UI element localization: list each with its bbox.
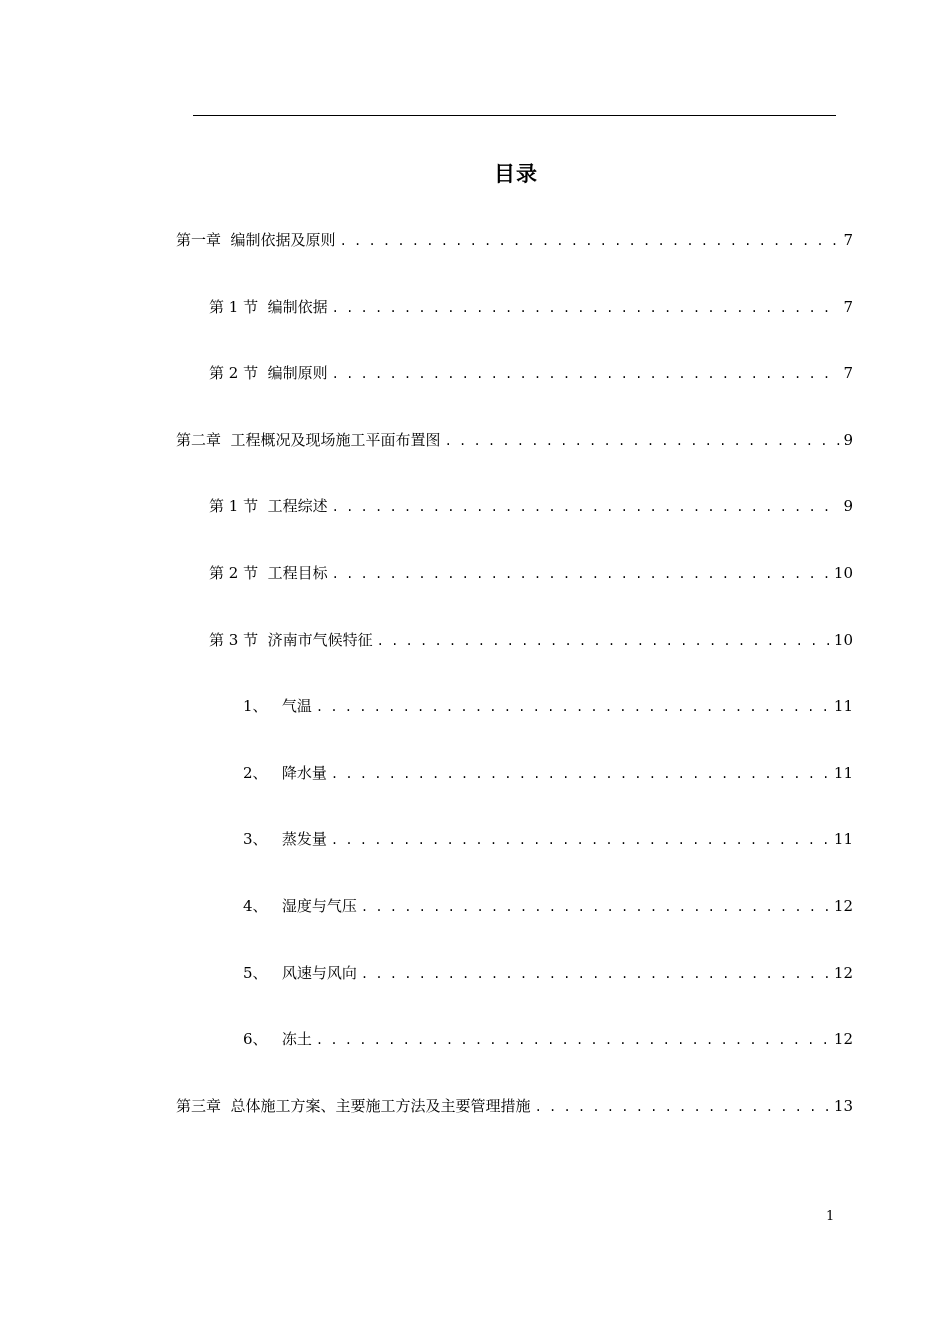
toc-entry-number: 第 2 节 xyxy=(209,364,268,382)
page-number: 1 xyxy=(826,1209,835,1224)
toc-entry-label: 冻土 xyxy=(281,1030,312,1048)
toc-entry-number: 4、 xyxy=(243,897,282,915)
toc-entry[interactable] xyxy=(176,429,853,451)
toc-entry[interactable] xyxy=(209,495,853,517)
toc-entry[interactable] xyxy=(209,562,853,584)
toc-title: 目录 xyxy=(494,162,538,186)
toc-leader-dots xyxy=(331,829,831,851)
toc-entry-label: 工程综述 xyxy=(267,497,328,515)
toc-entry-page: 7 xyxy=(843,298,853,316)
toc-entry-page: 11 xyxy=(833,697,853,715)
toc-entry[interactable] xyxy=(243,962,853,984)
toc-entry-label: 气温 xyxy=(281,697,312,715)
toc-entry-label: 风速与风向 xyxy=(281,964,357,982)
toc-entry-number: 5、 xyxy=(243,964,282,982)
toc-leader-dots xyxy=(332,496,841,518)
toc-entry-page: 7 xyxy=(843,364,853,382)
toc-entry-label: 编制依据及原则 xyxy=(230,231,336,249)
toc-entry-page: 10 xyxy=(833,631,853,649)
toc-entry[interactable] xyxy=(243,762,853,784)
toc-entry[interactable] xyxy=(209,629,853,651)
toc-entry-number: 3、 xyxy=(243,830,282,848)
toc-entry-page: 12 xyxy=(833,897,853,915)
toc-entry[interactable] xyxy=(243,695,853,717)
toc-entry-page: 12 xyxy=(833,964,853,982)
toc-leader-dots xyxy=(332,297,841,319)
toc-entry-label: 编制原则 xyxy=(267,364,328,382)
toc-leader-dots xyxy=(316,696,831,718)
toc-entry-label: 总体施工方案、主要施工方法及主要管理措施 xyxy=(230,1097,531,1115)
toc-leader-dots xyxy=(361,896,831,918)
toc-entry[interactable] xyxy=(243,1028,853,1050)
toc-leader-dots xyxy=(332,563,831,585)
toc-entry-label: 工程概况及现场施工平面布置图 xyxy=(230,431,441,449)
toc-entry-label: 济南市气候特征 xyxy=(267,631,373,649)
toc-entry-page: 13 xyxy=(833,1097,853,1115)
toc-entry-page: 11 xyxy=(833,830,853,848)
toc-entry[interactable] xyxy=(209,362,853,384)
toc-leader-dots xyxy=(331,763,831,785)
header-rule xyxy=(193,115,836,116)
toc-entry-page: 7 xyxy=(843,231,853,249)
toc-entry-number: 第 1 节 xyxy=(209,298,268,316)
toc-entry-label: 湿度与气压 xyxy=(281,897,357,915)
toc-entry-number: 第二章 xyxy=(176,431,231,449)
toc-entry-number: 第一章 xyxy=(176,231,231,249)
toc-entry-number: 1、 xyxy=(243,697,282,715)
toc-leader-dots xyxy=(377,630,831,652)
toc-leader-dots xyxy=(316,1029,831,1051)
toc-entry-page: 12 xyxy=(833,1030,853,1048)
toc-leader-dots xyxy=(535,1096,831,1118)
toc-leader-dots xyxy=(445,430,841,452)
toc-entry-number: 2、 xyxy=(243,764,282,782)
toc-entry[interactable] xyxy=(176,1095,853,1117)
toc-entry[interactable] xyxy=(243,828,853,850)
toc-entry-label: 工程目标 xyxy=(267,564,328,582)
toc-entry-label: 降水量 xyxy=(281,764,327,782)
toc-entry-page: 9 xyxy=(843,497,853,515)
toc-entry-label: 编制依据 xyxy=(267,298,328,316)
toc-leader-dots xyxy=(340,230,841,252)
toc-entry-number: 6、 xyxy=(243,1030,282,1048)
toc-entry-page: 9 xyxy=(843,431,853,449)
toc-entry-page: 11 xyxy=(833,764,853,782)
toc-entry[interactable] xyxy=(176,229,853,251)
toc-entry[interactable] xyxy=(209,296,853,318)
toc-leader-dots xyxy=(332,363,841,385)
toc-leader-dots xyxy=(361,963,831,985)
toc-entry-page: 10 xyxy=(833,564,853,582)
toc-entry-number: 第 3 节 xyxy=(209,631,268,649)
toc-entry[interactable] xyxy=(243,895,853,917)
toc-entry-number: 第三章 xyxy=(176,1097,231,1115)
toc-entry-label: 蒸发量 xyxy=(281,830,327,848)
toc-entry-number: 第 2 节 xyxy=(209,564,268,582)
toc-entry-number: 第 1 节 xyxy=(209,497,268,515)
